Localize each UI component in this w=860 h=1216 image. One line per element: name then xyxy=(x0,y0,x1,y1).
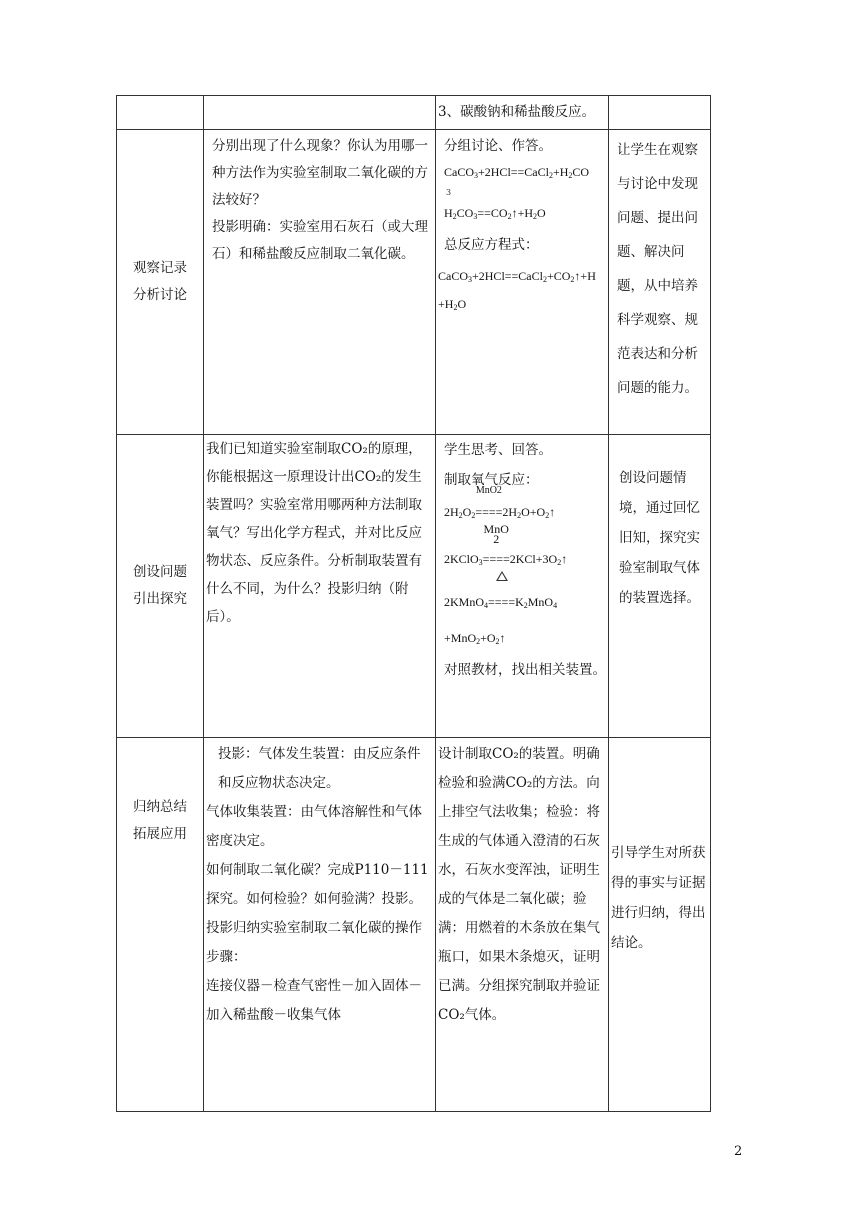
stage-cell xyxy=(117,130,204,435)
table-row xyxy=(117,738,711,1112)
page-number: 2 xyxy=(734,1144,743,1159)
stage-cell xyxy=(117,738,204,1112)
table-row xyxy=(117,96,711,130)
student-cell xyxy=(436,130,609,435)
student-cell xyxy=(436,435,609,738)
teacher-cell xyxy=(204,96,436,130)
purpose-cell xyxy=(609,130,711,435)
oxygen-label: 制取氧气反应： xyxy=(444,472,539,488)
equation-kmno4: 2KMnO$_4$ $====K_2MnO_4$ xyxy=(438,583,606,625)
student-text: 设计制取CO₂的装置。明确检验和验满CO₂的方法。向上排空气法收集；检验：将生成的气体通入澄清的石灰水，石灰水变浑浊，证明生成的气体是二氧化碳；验满：用燃着的木条放在集气瓶口，如果木条熄灭，证明已满。分组探究制取并验证CO₂气体。 xyxy=(438,746,600,1023)
lesson-plan-table xyxy=(116,95,711,1112)
teacher-text: 投影：气体发生装置：由反应条件和反应物状态决定。 xyxy=(218,746,421,791)
student-text: 分组讨论、作答。 xyxy=(444,138,552,154)
stage-label: 归纳总结拓展应用 xyxy=(133,799,187,842)
student-text: 学生思考、回答。 xyxy=(444,442,552,458)
table-row xyxy=(117,435,711,738)
stage-label: 观察记录分析讨论 xyxy=(133,260,187,303)
teacher-cell xyxy=(204,130,436,435)
student-text: 3、碳酸钠和稀盐酸反应。 xyxy=(438,104,596,120)
purpose-cell xyxy=(609,738,711,1112)
equation-kmno4-cont: $+MnO_2+O_2↑$ xyxy=(444,631,506,646)
equation-wrap-subscript: 3 xyxy=(446,188,452,197)
purpose-text: 让学生在观察与讨论中发现问题、提出问题、解决问题，从中培养科学观察、规范表达和分析问题的能力。 xyxy=(617,142,698,396)
catalyst-label: MnO2 xyxy=(483,522,509,546)
equation-h2co3: $H_2CO_3==CO_2↑+H_2O$ xyxy=(444,206,546,221)
equation-h2o2: $2H_2O_2$ MnO2 $====2H_2O+O_2↑$ xyxy=(444,485,556,520)
purpose-text: 创设问题情境，通过回忆旧知，探究实验室制取气体的装置选择。 xyxy=(619,470,700,606)
teacher-text: 投影归纳实验室制取二氧化碳的操作步骤： xyxy=(206,920,422,965)
stage-label: 创设问题引出探究 xyxy=(133,564,187,607)
purpose-cell xyxy=(609,96,711,130)
equation-total-label: 总反应方程式： xyxy=(444,237,539,253)
stage-cell xyxy=(117,96,204,130)
purpose-text: 引导学生对所获得的事实与证据进行归纳，得出结论。 xyxy=(611,845,706,951)
teacher-text: 我们已知道实验室制取CO₂的原理，你能根据这一原理设计出CO₂的发生装置吗？实验室常用哪两种方法制取氧气？写出化学方程式，并对比反应物状态、反应条件。分析制取装置有什么不同，为什么？投影归纳（附后）。 xyxy=(206,441,422,625)
equation-kclo3: 2KClO$_3$ MnO2 $====2KCl+3O_2↑$ xyxy=(444,522,568,567)
catalyst-label: MnO2 xyxy=(475,485,502,496)
purpose-cell xyxy=(609,435,711,738)
teacher-text: 连接仪器－检查气密性－加入固体－加入稀盐酸－收集气体 xyxy=(206,978,422,1023)
student-cell xyxy=(436,738,609,1112)
student-text: 对照教材，找出相关装置。 xyxy=(444,662,606,678)
teacher-cell xyxy=(204,738,436,1112)
student-cell xyxy=(436,96,609,130)
teacher-cell xyxy=(204,435,436,738)
equation-total: $CaCO_3+2HCl==CaCl_2+CO_2↑+H$ xyxy=(438,269,596,284)
stage-cell xyxy=(117,435,204,738)
equation-total-cont: $+H_2O$ xyxy=(438,297,467,312)
table-row xyxy=(117,130,711,435)
teacher-text: 如何制取二氧化碳？完成P110－111探究。如何检验？如何验满？投影。 xyxy=(206,862,429,907)
teacher-text: 气体收集装置：由气体溶解性和气体密度决定。 xyxy=(206,804,422,849)
equation-caco3-hcl: $CaCO_3+2HCl==CaCl_2+H_2CO$ xyxy=(444,165,590,180)
heat-triangle-icon xyxy=(496,571,508,581)
teacher-text: 分别出现了什么现象？你认为用哪一种方法作为实验室制取二氧化碳的方法较好？ xyxy=(212,138,428,208)
teacher-text: 投影明确：实验室用石灰石（或大理石）和稀盐酸反应制取二氧化碳。 xyxy=(212,219,428,262)
